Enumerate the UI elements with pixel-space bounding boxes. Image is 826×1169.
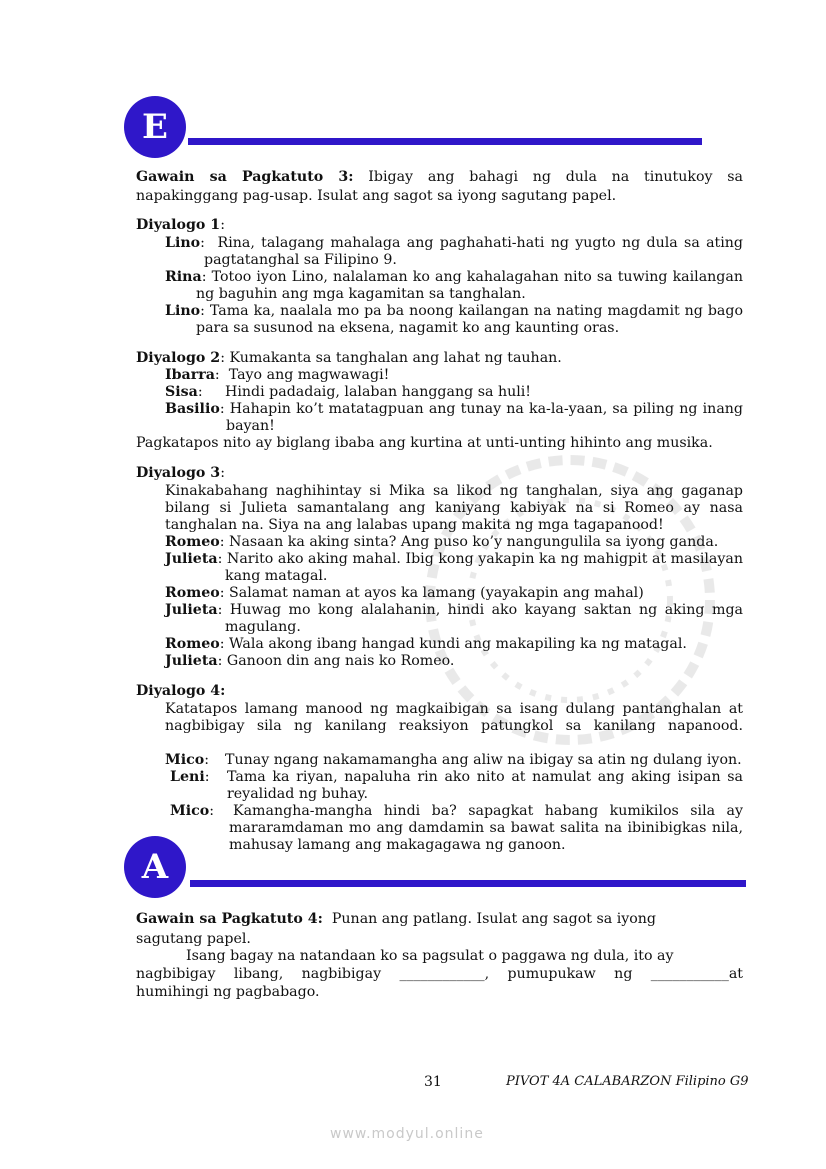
d3-line2	[165, 551, 743, 568]
d3-line4	[165, 602, 743, 619]
d3-speaker2: Julieta	[165, 551, 218, 567]
page-number: 31	[424, 1074, 442, 1090]
d4-p2: nagbibigay sila ng kanilang reaksiyon patungkol sa kanilang napanood.	[165, 718, 743, 734]
d2-line2-speaker: Sisa:	[165, 384, 203, 400]
d1-line2	[165, 269, 743, 286]
d3-title: Diyalogo 3	[136, 465, 221, 481]
d4-title: Diyalogo 4:	[136, 683, 226, 699]
d2-speaker2: Sisa	[165, 384, 198, 400]
d1-speaker2: Rina	[165, 269, 202, 285]
d3-text2a: : Narito ako aking mahal. Ibig kong yakapin ka ng mahigpit at masilayan	[217, 551, 743, 567]
gawain4-label: Gawain sa Pagkatuto 4:	[136, 911, 323, 927]
d2-title: Diyalogo 2	[136, 350, 221, 366]
d3-speaker6: Julieta	[165, 653, 218, 669]
d1-line3b: para sa susunod na eksena, nagamit ko ang kaunting oras.	[196, 320, 620, 336]
d3-p1: Kinakabahang naghihintay si Mika sa likod ng tanghalan, siya ang gaganap	[165, 483, 743, 499]
gawain3-line1	[136, 169, 743, 186]
d1-text1a: Rina, talagang mahalaga ang paghahati-hati ng yugto ng dula sa ating	[217, 235, 743, 251]
d3-line4b: magulang.	[225, 619, 301, 635]
section-a-badge: A	[124, 836, 186, 898]
d1-speaker1: Lino	[165, 235, 201, 251]
d2-speaker1: Ibarra	[165, 367, 215, 383]
d1-speaker3: Lino	[165, 303, 201, 319]
d2-text1: Tayo ang magwawagi!	[228, 367, 390, 383]
d2-line3	[165, 401, 743, 418]
section-e-rule	[188, 138, 702, 145]
d3-p3: tanghalan na. Siya na ang lalabas upang makita ng mga tagapanood!	[165, 517, 664, 533]
d4-line1-text: Tunay ngang nakamamangha ang aliw na ibigay sa atin ng dulang iyon.	[225, 752, 742, 768]
gawain3-line2: napakinggang pag-usap. Isulat ang sagot sa iyong sagutang papel.	[136, 188, 617, 204]
d4-line2-speaker: Leni:	[170, 769, 210, 785]
d1-line3	[165, 303, 743, 320]
gawain4-p3: humihingi ng pagbabago.	[136, 984, 320, 1000]
gawain4-p2: nagbibigay libang, nagbibigay ____________, pumupukaw ng ___________at	[136, 966, 743, 982]
d3-line2b: kang matagal.	[225, 568, 328, 584]
d3-line3	[165, 585, 644, 602]
d4-line1-speaker: Mico:	[165, 752, 209, 768]
d1-text3a: : Tama ka, naalala mo pa ba noong kailangan na nating magdamit ng bago	[200, 303, 743, 319]
d3-line5	[165, 636, 687, 653]
gawain4-line2: sagutang papel.	[136, 931, 251, 947]
section-e-badge: E	[124, 96, 186, 158]
d3-line6	[165, 653, 454, 670]
d3-title-line: Diyalogo 3:	[136, 465, 225, 481]
d1-line2b: ng baguhin ang mga kagamitan sa tanghalan.	[196, 286, 526, 302]
d4-speaker1: Mico	[165, 752, 205, 768]
d2-text3a: : Hahapin ko’t matatagpuan ang tunay na ka-la-yaan, sa piling ng inang	[219, 401, 743, 417]
d2-line3b: bayan!	[226, 418, 275, 434]
d4-line2b: reyalidad ng buhay.	[227, 786, 369, 802]
footer-source: PIVOT 4A CALABARZON Filipino G9	[506, 1074, 749, 1089]
d3-text6: : Ganoon din ang nais ko Romeo.	[217, 653, 455, 669]
gawain3-label: Gawain sa Pagkatuto 3:	[136, 169, 354, 185]
d3-line1	[165, 534, 718, 551]
section-a-rule	[190, 880, 746, 887]
d3-speaker3: Romeo	[165, 585, 220, 601]
d3-speaker1: Romeo	[165, 534, 220, 550]
d4-p1: Katatapos lamang manood ng magkaibigan sa isang dulang pantanghalan at	[165, 701, 743, 717]
d2-line2-text: Hindi padadaig, lalaban hanggang sa huli!	[225, 384, 532, 400]
gawain4-text1: Punan ang patlang. Isulat ang sagot sa iyong	[331, 911, 657, 927]
d1-title: Diyalogo 1	[136, 217, 221, 233]
d2-intro: : Kumakanta sa tanghalan ang lahat ng tauhan.	[220, 350, 562, 366]
d3-text4a: : Huwag mo kong alalahanin, hindi ako kayang saktan ng aking mga	[217, 602, 743, 618]
d4-line3c: mahusay lamang ang makagagawa ng ganoon.	[229, 837, 566, 853]
d2-speaker3: Basilio	[165, 401, 220, 417]
d3-text1: : Nasaan ka aking sinta? Ang puso ko’y nangungulila sa iyong ganda.	[219, 534, 719, 550]
d3-speaker4: Julieta	[165, 602, 218, 618]
d1-text2a: : Totoo iyon Lino, nalalaman ko ang kahalagahan nito sa tuwing kailangan	[201, 269, 743, 285]
d4-line3-speaker: Mico:	[170, 803, 214, 819]
d4-line3b: mararamdaman mo ang damdamin sa bawat salita na ibinibigkas nila,	[229, 820, 743, 836]
d3-speaker5: Romeo	[165, 636, 220, 652]
d2-after: Pagkatapos nito ay biglang ibaba ang kurtina at unti-unting hihinto ang musika.	[136, 435, 713, 451]
d4-speaker3: Mico	[170, 803, 210, 819]
d3-text5: : Wala akong ibang hangad kundi ang makapiling ka ng matagal.	[219, 636, 687, 652]
d4-line2-text: Tama ka riyan, napaluha rin ako nito at namulat ang aking isipan sa	[227, 769, 743, 785]
d2-title-line	[136, 350, 562, 367]
watermark-text: www.modyul.online	[330, 1126, 484, 1142]
d3-text3: : Salamat naman at ayos ka lamang (yayakapin ang mahal)	[219, 585, 644, 601]
d1-line1: Lino: Rina, talagang mahalaga ang paghahati-hati ng yugto ng dula sa ating	[165, 235, 743, 251]
d4-speaker2: Leni	[170, 769, 205, 785]
d1-title-line: Diyalogo 1:	[136, 217, 225, 233]
d3-p2: bilang si Julieta samantalang ang kaniyang kabiyak na si Romeo ay nasa	[165, 500, 743, 516]
gawain3-text1: Ibigay ang bahagi ng dula na tinutukoy sa	[368, 169, 743, 185]
d4-title-line	[136, 683, 225, 700]
d1-line1b: pagtatanghal sa Filipino 9.	[204, 252, 397, 268]
gawain4-line1	[136, 911, 656, 928]
gawain4-p1: Isang bagay na natandaan ko sa pagsulat o paggawa ng dula, ito ay	[186, 948, 674, 964]
d4-line3-text: Kamangha-mangha hindi ba? sapagkat habang kumikilos sila ay	[233, 803, 743, 819]
d2-line1: Ibarra: Tayo ang magwawagi!	[165, 367, 390, 383]
